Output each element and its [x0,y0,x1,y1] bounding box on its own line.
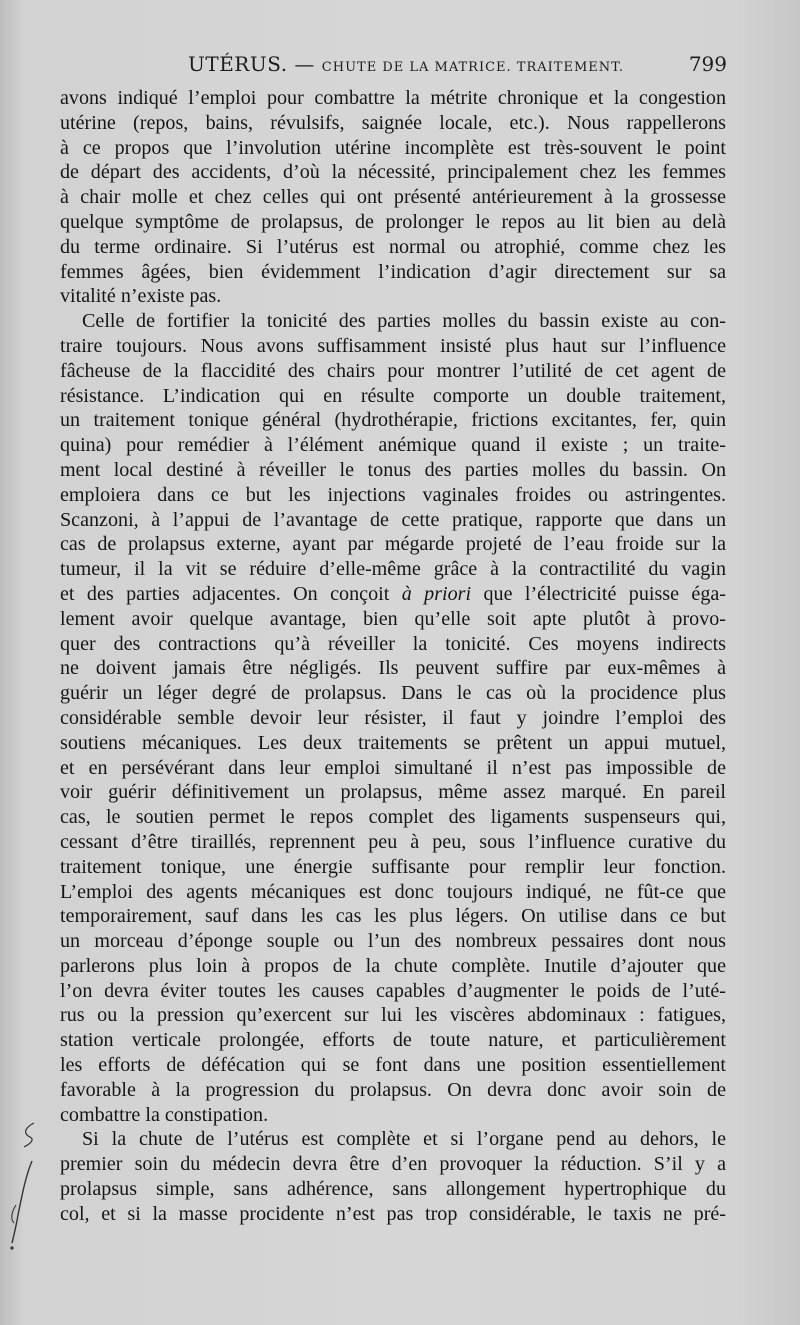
text-line: l’on devra éviter toutes les causes capables d’augmenter le poids de l’uté- [60,979,726,1002]
text-line: temporairement, sauf dans les cas les plus légers. On utilise dans ce but [60,905,726,928]
text-line: femmes âgées, bien évidemment l’indication d’agir directement sur sa [60,260,726,283]
text-line: Scanzoni, à l’appui de l’avantage de cette pratique, rapporte que dans un [60,508,726,531]
paragraph-1 [60,86,726,309]
text-line: du terme ordinaire. Si l’utérus est normal ou atrophié, comme chez les [60,235,726,258]
text-line: lement avoir quelque avantage, bien qu’elle soit apte plutôt à provo- [60,607,726,630]
text-line: cas de prolapsus externe, ayant par mégarde projeté de l’eau froide sur la [60,533,726,556]
text-line: à ce propos que l’involution utérine incomplète est très-souvent le point [60,136,726,159]
text-line: traire toujours. Nous avons suffisamment insisté plus haut sur l’influence [60,334,726,357]
text-line: Si la chute de l’utérus est complète et si l’organe pend au dehors, le [82,1128,726,1151]
text-line-with-italic [60,582,726,607]
running-title-main: UTÉRUS. [188,52,288,76]
running-title-sub: CHUTE DE LA MATRICE. TRAITEMENT. [321,60,625,75]
text-line: cas, le soutien permet le repos complet des ligaments suspenseurs qui, [60,806,726,829]
text-line: premier soin du médecin devra être d’en provoquer la réduction. S’il y a [60,1153,726,1176]
text-line: un morceau d’éponge souple ou l’un des nombreux pessaires dont nous [60,930,726,953]
handwritten-margin-mark [0,1115,60,1275]
text-line: parlerons plus loin à propos de la chute complète. Inutile d’ajouter que [60,954,726,977]
text-line: quelque symptôme de prolapsus, de prolonger le repos au lit bien au delà [60,210,726,233]
text-line: quina) pour remédier à l’élément anémique quand il existe ; un traite- [60,434,726,457]
text-line: voir guérir définitivement un prolapsus, même assez marqué. En pareil [60,781,726,804]
text-line: tumeur, il la vit se réduire d’elle-même grâce à la contractilité du vagin [60,558,726,581]
body-text [60,86,726,1227]
text-line: et en persévérant dans leur emploi simultané il n’est pas impossible de [60,756,726,779]
text-line: cessant d’être tiraillés, reprennent peu à peu, sous l’influence curative du [60,830,726,853]
text-line: L’emploi des agents mécaniques est donc toujours indiqué, ne fût-ce que [60,880,726,903]
text-line: un traitement tonique général (hydrothérapie, frictions excitantes, fer, quin [60,409,726,432]
text-line: station verticale prolongée, efforts de toute nature, et particulièrement [60,1029,726,1052]
text-line: utérine (repos, bains, révulsifs, saignée locale, etc.). Nous rappellerons [60,111,726,134]
text-line: traitement tonique, une énergie suffisante pour remplir leur fonction. [60,855,726,878]
text-segment: que l’électricité puisse éga- [471,582,726,605]
running-header [60,52,725,80]
text-line: avons indiqué l’emploi pour combattre la métrite chronique et la congestion [60,87,726,109]
paragraph-2 [60,309,726,1127]
text-line: les efforts de défécation qui se font dans une position essentiellement [60,1054,726,1077]
text-line: combattre la constipation. [60,1103,269,1126]
paragraph-3 [60,1127,726,1226]
text-line: ne doivent jamais être négligés. Ils peuvent suffire par eux-mêmes à [60,657,726,680]
text-line: ment local destiné à réveiller le tonus des parties molles du bassin. On [60,458,726,481]
text-line: vitalité n’existe pas. [60,285,222,308]
text-line: à chair molle et chez celles qui ont présenté antérieurement à la grossesse [60,186,726,209]
running-title-dash: — [294,52,315,76]
text-line: prolapsus simple, sans adhérence, sans allongement hypertrophique du [60,1178,726,1201]
text-line: guérir un léger degré de prolapsus. Dans le cas où la procidence plus [60,682,726,705]
page-number: 799 [688,52,727,76]
text-line: résistance. L’indication qui en résulte comporte un double traitement, [60,384,726,407]
text-line: quer des contractions qu’à réveiller la tonicité. Ces moyens indirects [60,632,726,655]
text-line: fâcheuse de la flaccidité des chairs pour montrer l’utilité de cet agent de [60,359,726,382]
text-line: Celle de fortifier la tonicité des parties molles du bassin existe au con- [82,310,726,333]
text-segment: et des parties adjacentes. On conçoit [60,582,402,605]
text-line: de départ des accidents, d’où la nécessité, principalement chez les femmes [60,161,726,184]
italic-phrase: à priori [401,582,472,605]
text-line: considérable semble devoir leur résister, il faut y joindre l’emploi des [60,706,726,729]
text-line: rus ou la pression qu’exercent sur lui les viscères abdominaux : fatigues, [60,1004,726,1027]
running-title [188,52,624,76]
text-line: soutiens mécaniques. Les deux traitements se prêtent un appui mutuel, [60,731,726,754]
text-line: emploiera dans ce but les injections vaginales froides ou astringentes. [60,483,726,506]
text-line: favorable à la progression du prolapsus. On devra donc avoir soin de [60,1078,726,1101]
text-line: col, et si la masse procidente n’est pas trop considérable, le taxis ne pré- [60,1202,726,1225]
